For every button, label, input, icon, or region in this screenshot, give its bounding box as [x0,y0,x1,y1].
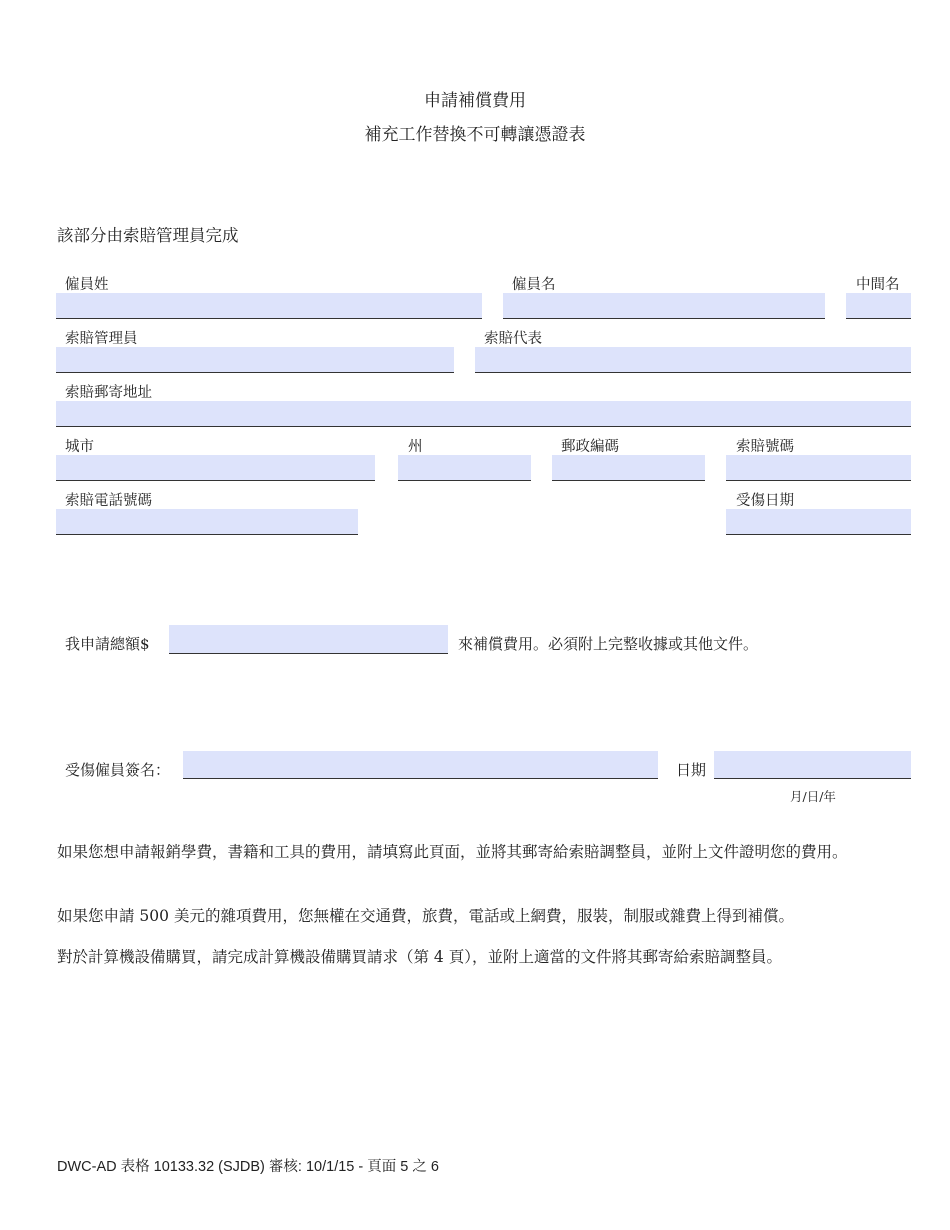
signature-label: 受傷僱員簽名： [65,761,171,779]
request-amount-note: 來補償費用。必須附上完整收據或其他文件。 [458,635,759,653]
section-heading: 該部分由索賠管理員完成 [57,226,239,245]
employee-last-name-field[interactable] [56,293,482,319]
signature-date-field[interactable] [714,751,911,779]
middle-name-label: 中間名 [856,277,900,293]
claims-representative-label: 索賠代表 [484,331,542,347]
city-field[interactable] [56,455,375,481]
claim-number-label: 索賠號碼 [736,439,794,455]
city-label: 城市 [65,439,94,455]
claims-mailing-address-label: 索賠郵寄地址 [65,385,152,401]
signature-date-label: 日期 [676,761,707,779]
form-subtitle: 補充工作替換不可轉讓憑證表 [364,125,586,145]
request-amount-field[interactable] [169,625,448,654]
zip-code-label: 郵政編碼 [561,439,619,455]
employee-last-name-label: 僱員姓 [65,277,109,293]
instruction-miscellaneous: 如果您申請 500 美元的雜項費用，您無權在交通費，旅費，電話或上網費，服裝，制服或雜費上得到補償。 [57,907,794,925]
claims-phone-field[interactable] [56,509,358,535]
form-footer: DWC-AD 表格 10133.32 (SJDB) 審核: 10/1/15 - 頁面 5 之 6 [57,1159,439,1175]
claims-mailing-address-field[interactable] [56,401,911,427]
date-of-injury-label: 受傷日期 [736,493,794,509]
request-amount-label: 我申請總額$ [65,635,150,653]
instruction-tuition: 如果您想申請報銷學費，書籍和工具的費用，請填寫此頁面，並將其郵寄給索賠調整員，並附上文件證明您的費用。 [57,843,848,861]
employee-first-name-field[interactable] [503,293,825,319]
signature-field[interactable] [183,751,658,779]
zip-code-field[interactable] [552,455,705,481]
state-field[interactable] [398,455,531,481]
state-label: 州 [408,439,423,455]
instruction-computer: 對於計算機設備購買，請完成計算機設備購買請求（第 4 頁），並附上適當的文件將其郵寄給索賠調整員。 [57,948,782,966]
middle-name-field[interactable] [846,293,911,319]
form-title: 申請補償費用 [424,91,526,111]
claims-representative-field[interactable] [475,347,911,373]
employee-first-name-label: 僱員名 [512,277,556,293]
date-of-injury-field[interactable] [726,509,911,535]
claims-administrator-field[interactable] [56,347,454,373]
claim-number-field[interactable] [726,455,911,481]
claims-administrator-label: 索賠管理員 [65,331,138,347]
date-format-hint: 月/日/年 [790,789,836,804]
claims-phone-label: 索賠電話號碼 [65,493,152,509]
